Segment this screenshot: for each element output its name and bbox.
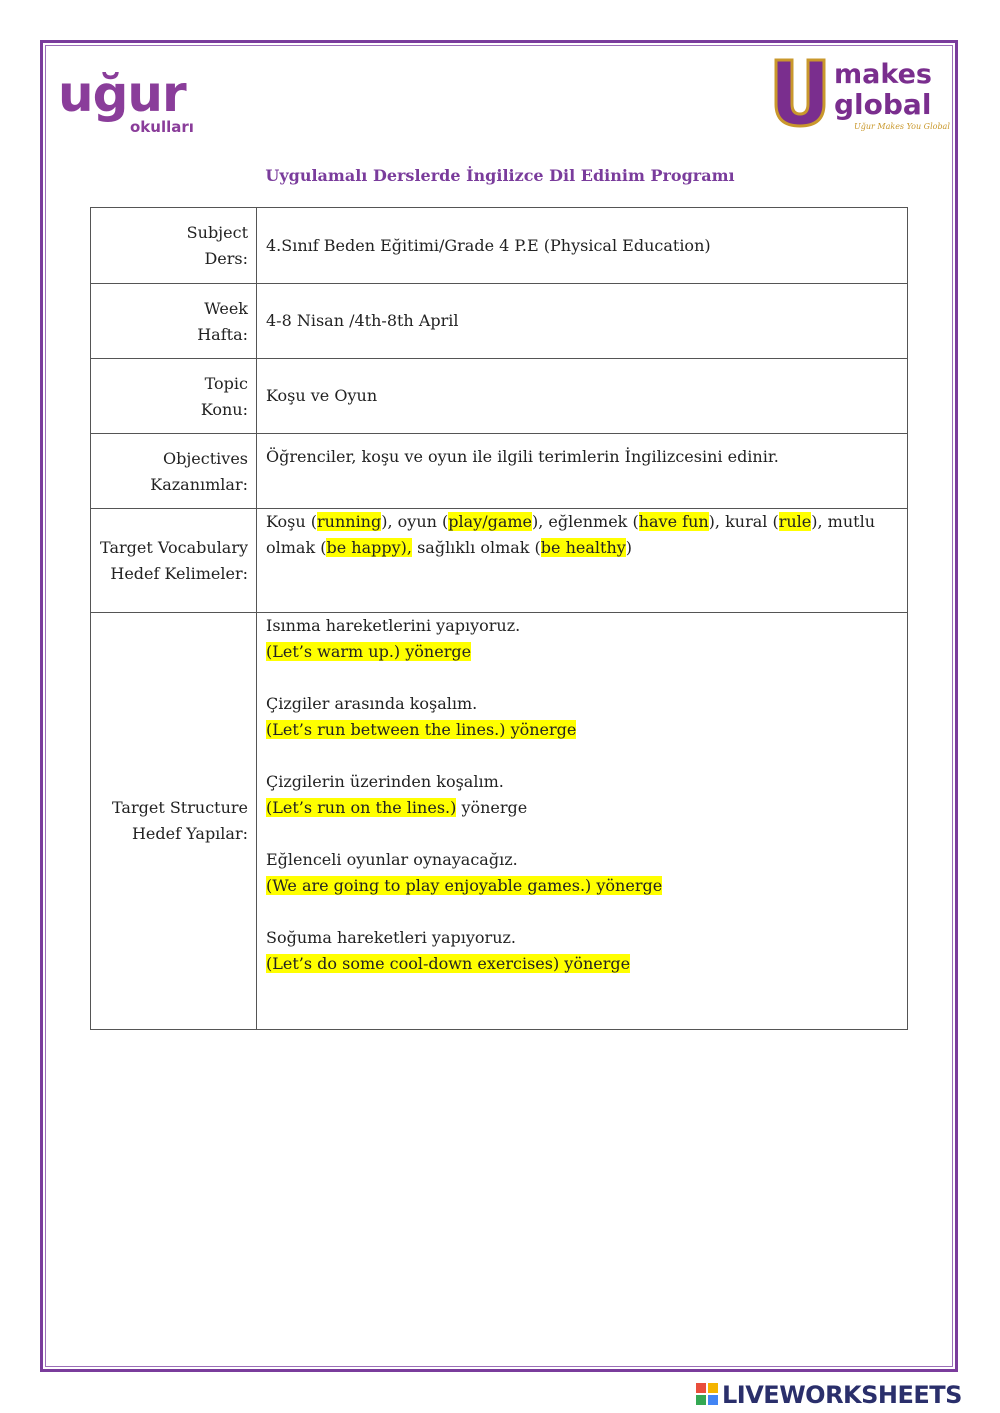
vocab-word-running: running — [317, 512, 382, 531]
structure-tr: Isınma hareketlerini yapıyoruz. — [266, 616, 521, 635]
structure-item — [266, 613, 899, 665]
table-row-subject — [91, 208, 908, 284]
logo-okullari-text: okulları — [130, 118, 194, 136]
vocab-text: Koşu ( — [266, 512, 317, 531]
table-row-structure — [91, 613, 908, 1030]
week-label-en: Week — [204, 299, 248, 318]
vocab-text: ), oyun ( — [381, 512, 449, 531]
structure-item — [266, 691, 899, 743]
structure-suffix: yönerge — [456, 798, 528, 817]
vocab-text: ), kural ( — [708, 512, 779, 531]
objectives-label-en: Objectives — [162, 449, 248, 468]
subject-label-cell — [91, 208, 257, 284]
week-label-tr: Hafta: — [197, 325, 248, 344]
table-row-objectives — [91, 434, 908, 509]
objectives-label-tr: Kazanımlar: — [150, 475, 248, 494]
vocab-text: ), mutlu olmak ( — [266, 512, 876, 557]
vocab-text: ) — [625, 538, 633, 557]
u-makes-global-logo — [772, 58, 950, 140]
structure-item — [266, 769, 899, 821]
logo-global-text: global — [834, 88, 932, 121]
topic-value: Koşu ve Oyun — [257, 359, 908, 434]
vocab-word-be-healthy: be healthy — [540, 538, 626, 557]
logo-makes-text: makes — [834, 59, 932, 90]
structure-label-tr: Hedef Yapılar: — [131, 824, 248, 843]
logo-tagline: Uğur Makes You Global — [854, 122, 950, 131]
table-row-vocabulary — [91, 509, 908, 613]
structure-en: (We are going to play enjoyable games.) yönerge — [266, 876, 663, 895]
vocabulary-label-en: Target Vocabulary — [100, 537, 248, 557]
structure-label-cell — [91, 613, 257, 1030]
structure-tr: Soğuma hareketleri yapıyoruz. — [266, 928, 517, 947]
vocab-text: sağlıklı olmak ( — [411, 538, 541, 557]
vocab-word-rule: rule — [778, 512, 812, 531]
liveworksheets-text: LIVEWORKSHEETS — [722, 1381, 962, 1409]
structure-tr: Eğlenceli oyunlar oynayacağız. — [266, 850, 518, 869]
subject-value: 4.Sınıf Beden Eğitimi/Grade 4 P.E (Physical Education) — [257, 208, 908, 284]
structure-item — [266, 847, 899, 899]
structure-en: (Let’s run on the lines.) — [266, 798, 457, 817]
vocab-word-have-fun: have fun — [638, 512, 709, 531]
u-letter-icon — [772, 58, 828, 128]
ugur-okullari-logo — [58, 64, 208, 140]
subject-label-tr: Ders: — [204, 249, 248, 268]
vocabulary-label-tr: Hedef Kelimeler: — [110, 563, 248, 583]
table-row-topic — [91, 359, 908, 434]
lesson-info-table — [90, 207, 908, 1030]
vocab-text: ), eğlenmek ( — [532, 512, 639, 531]
structure-en: (Let’s run between the lines.) yönerge — [266, 720, 577, 739]
table-row-week — [91, 284, 908, 359]
week-value: 4-8 Nisan /4th-8th April — [257, 284, 908, 359]
topic-label-cell — [91, 359, 257, 434]
structure-en: (Let’s warm up.) yönerge — [266, 642, 472, 661]
structure-tr: Çizgilerin üzerinden koşalım. — [266, 772, 504, 791]
page-title: Uygulamalı Derslerde İngilizce Dil Edinim Programı — [265, 166, 735, 185]
topic-label-tr: Konu: — [200, 400, 248, 419]
structure-label-en: Target Structure — [112, 798, 248, 817]
liveworksheets-icon — [696, 1383, 718, 1405]
vocab-word-play-game: play/game — [448, 512, 533, 531]
vocabulary-label-cell — [91, 509, 257, 613]
objectives-label-cell — [91, 434, 257, 509]
week-label-cell — [91, 284, 257, 359]
vocab-word-be-happy: be happy), — [326, 538, 412, 557]
vocabulary-value — [257, 509, 908, 613]
structure-en: (Let’s do some cool-down exercises) yönerge — [266, 954, 631, 973]
structure-value — [257, 613, 908, 1030]
topic-label-en: Topic — [204, 374, 248, 393]
structure-tr: Çizgiler arasında koşalım. — [266, 694, 478, 713]
objectives-value: Öğrenciler, koşu ve oyun ile ilgili terimlerin İngilizcesini edinir. — [257, 434, 908, 509]
structure-item — [266, 925, 899, 977]
logo-ugur-text: uğur — [58, 65, 186, 123]
subject-label-en: Subject — [186, 223, 248, 242]
